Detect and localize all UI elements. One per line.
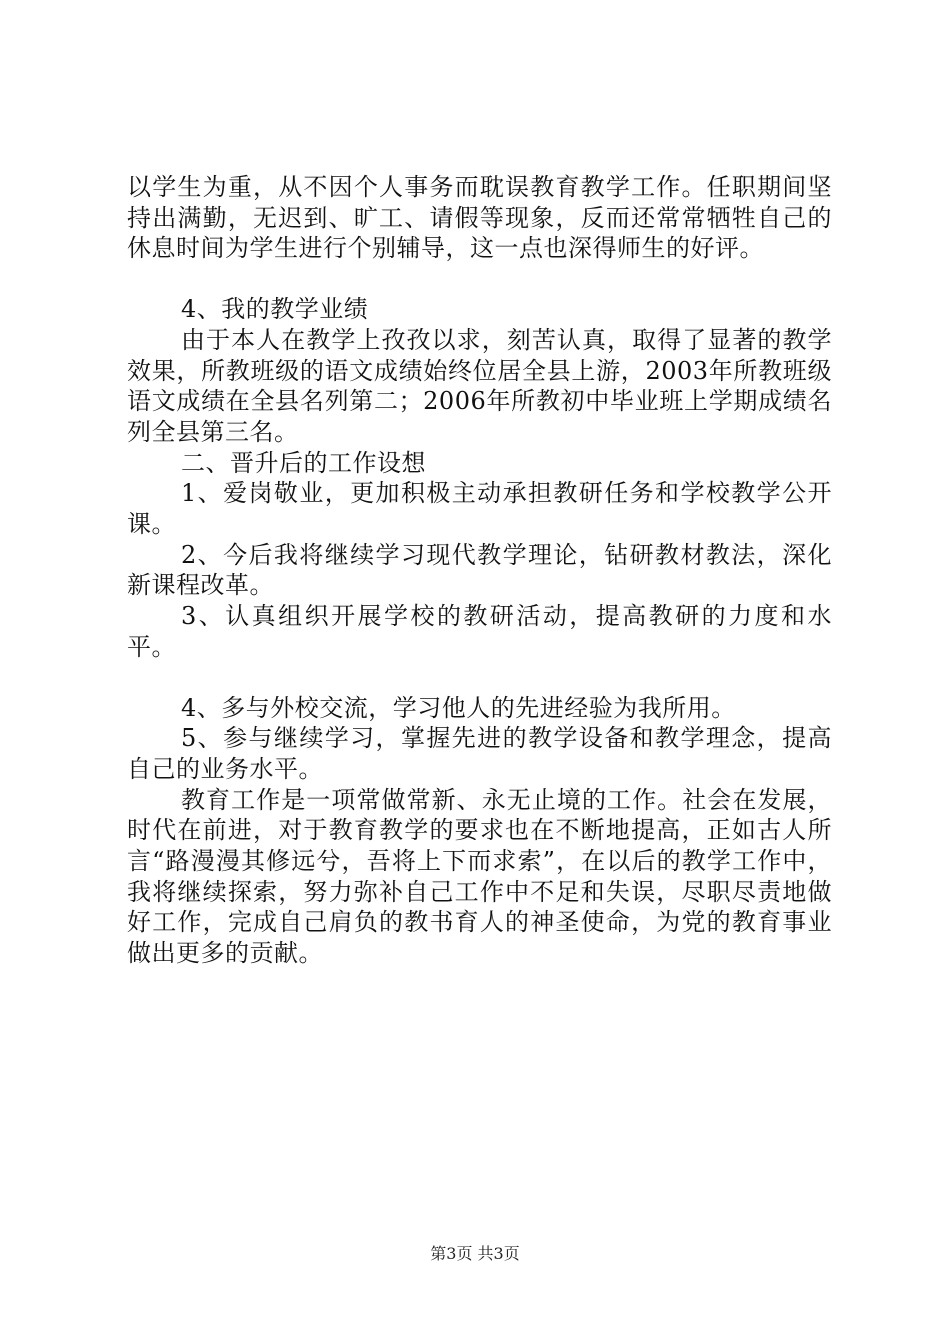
plan-item-5: 5、参与继续学习，掌握先进的教学设备和教学理念，提高自己的业务水平。: [127, 724, 832, 783]
paragraph-conclusion: 教育工作是一项常做常新、永无止境的工作。社会在发展，时代在前进，对于教育教学的要求也在不断地提高，正如古人所言“路漫漫其修远兮，吾将上下而求索”，在以后的教学工作中，我将继续探索，努力弥补自己工作中不足和失误，尽职尽责地做好工作，完成自己肩负的教书育人的神圣使命，为党的教育事业做出更多的贡献。: [127, 785, 832, 968]
paragraph-achievements: 由于本人在教学上孜孜以求，刻苦认真，取得了显著的教学效果，所教班级的语文成绩始终位居全县上游，2003年所教班级语文成绩在全县名列第二；2006年所教初中毕业班上学期成绩名列全县第三名。: [127, 325, 832, 446]
plan-item-4: 4、多与外校交流，学习他人的先进经验为我所用。: [181, 693, 736, 722]
plan-item-1: 1、爱岗敬业，更加积极主动承担教研任务和学校教学公开课。: [127, 479, 832, 539]
page-footer: 第3页 共3页: [430, 1244, 520, 1263]
heading-teaching-achievements: 4、我的教学业绩: [181, 295, 369, 324]
heading-work-plan: 二、晋升后的工作设想: [181, 448, 426, 477]
plan-item-3: 3、认真组织开展学校的教研活动，提高教研的力度和水平。: [127, 602, 832, 661]
document-body: [127, 172, 832, 969]
plan-item-2: 2、今后我将继续学习现代教学理论，钻研教材教法，深化新课程改革。: [127, 540, 832, 600]
paragraph-continuation: 以学生为重，从不因个人事务而耽误教育教学工作。任职期间坚持出满勤，无迟到、旷工、请假等现象，反而还常常牺牲自己的休息时间为学生进行个别辅导，这一点也深得师生的好评。: [127, 173, 832, 263]
